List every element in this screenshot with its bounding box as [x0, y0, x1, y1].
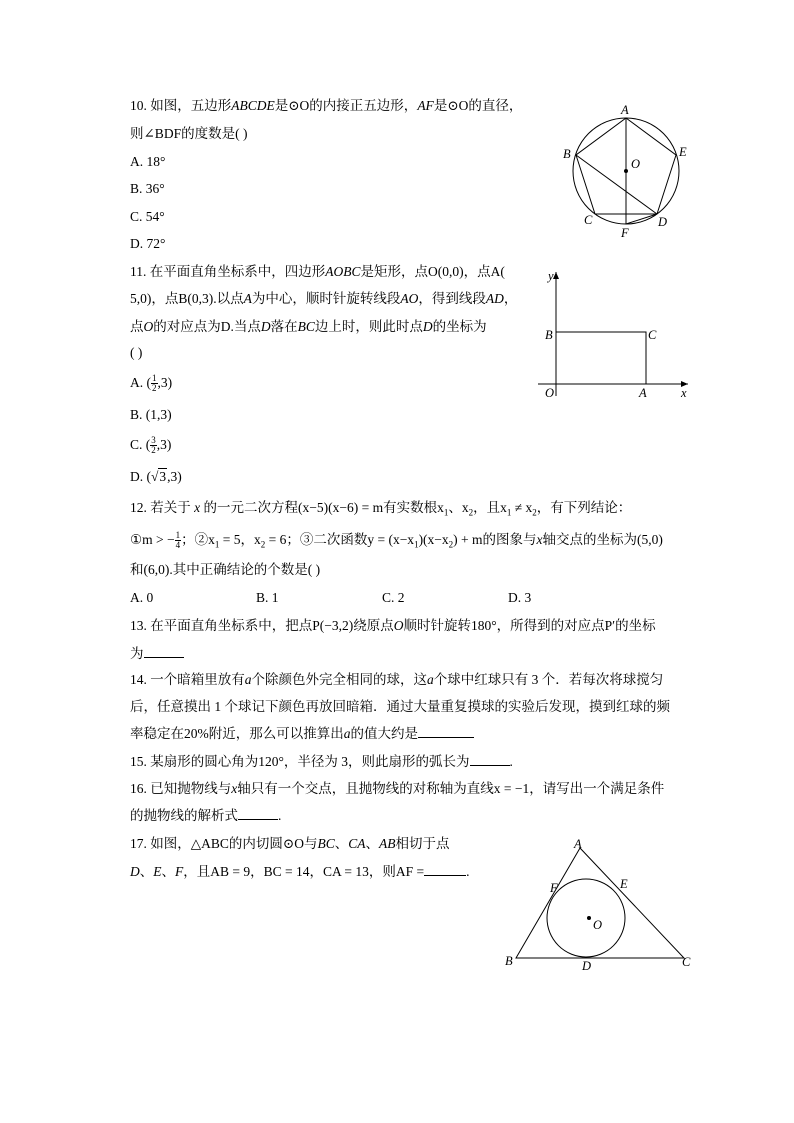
q11-option-a: A. ( $\frac{1}{2}$ ,3)	[130, 373, 173, 394]
q11-label-c: C	[648, 328, 657, 342]
fraction-three-halves: $\frac{3}{2}$	[151, 435, 156, 456]
q17-label-c: C	[682, 955, 691, 969]
q11-option-c: C. ( $\frac{3}{2}$ ,3)	[130, 435, 172, 456]
q11-figure-rectangle	[538, 266, 698, 410]
q11-label-o: O	[545, 386, 555, 400]
q14-number: 14.	[130, 672, 147, 687]
q13-line-1: 13. 在平面直角坐标系中，把点P(−3,2)绕原点O顺时针旋转180°，所得到的对应点P′的坐标	[130, 618, 656, 633]
q10-option-c: C. 54°	[130, 209, 165, 224]
q12-line-1: 12. 若关于 x 的一元二次方程(x−5)(x−6) = m有实数根$x_1$、$x_2$，且$x_1 \ne x_2$，有下列结论：	[130, 500, 632, 518]
q10-label-c: C	[584, 213, 593, 227]
q10-option-b: B. 36°	[130, 181, 165, 196]
q10-option-a: A. 18°	[130, 154, 166, 169]
q17-label-e: E	[620, 877, 628, 891]
q11-label-a: A	[639, 386, 647, 400]
q11-line-4: ( )	[130, 345, 143, 360]
q10-label-a: A	[621, 103, 629, 117]
q17-line-2: D、E、F，且AB = 9，BC = 14，CA = 13，则AF = .	[130, 864, 470, 879]
q11-label-y: y	[548, 269, 554, 283]
q11-label-b: B	[545, 328, 553, 342]
q11-line-2: 5,0)，点B(0,3).以点A为中心，顺时针旋转线段AO，得到线段AD，	[130, 291, 518, 306]
q16-line-2: 的抛物线的解析式 .	[130, 808, 282, 823]
q15-number: 15.	[130, 754, 147, 769]
q11-line-3: 点O的对应点为D.当点D落在BC边上时，则此时点D的坐标为	[130, 319, 487, 334]
q12-option-d: D. 3	[508, 590, 532, 605]
q16-answer-blank	[238, 806, 278, 820]
fraction-one-quarter: $\frac{1}{4}$	[175, 530, 181, 551]
q14-line-3: 率稳定在20%附近，那么可以推算出a的值大约是	[130, 724, 474, 744]
q12-line-2: ①m > − $\frac{1}{4}$ ；$②x_1 = 5$，$x_2 = 6$；③二次函数$y = (x-x_1)(x-x_2) + m$的图象与x轴交点的坐标为(5,0)	[130, 530, 663, 551]
q14-line-2: 后，任意摸出 1 个球记下颜色再放回暗箱．通过大量重复摸球的实验后发现，摸到红球的频	[130, 699, 670, 714]
q17-label-d: D	[582, 959, 592, 973]
q10-line-1: 10. 如图，五边形ABCDE是⊙O的内接正五边形，AF是⊙O的直径，	[130, 98, 523, 113]
q10-label-b: B	[563, 147, 571, 161]
q17-label-f: F	[550, 881, 558, 895]
q11-line-1: 11. 在平面直角坐标系中，四边形AOBC是矩形，点O(0,0)，点A(	[130, 264, 505, 279]
q12-option-b: B. 1	[256, 590, 279, 605]
q10-label-o: O	[631, 157, 641, 171]
q12-number: 12.	[130, 500, 147, 515]
q13-line-2: 为	[130, 644, 184, 664]
q10-label-e: E	[679, 145, 687, 159]
q17-label-o: O	[593, 918, 603, 932]
q17-line-1: 17. 如图，△ABC的内切圆⊙O与BC、CA、AB相切于点	[130, 836, 450, 851]
q17-answer-blank	[424, 862, 466, 876]
q11-option-d: D. (√3,3)	[130, 469, 182, 484]
q13-number: 13.	[130, 618, 147, 633]
q10-number: 10.	[130, 98, 147, 113]
q13-answer-blank	[144, 644, 184, 658]
q14-line-1: 14. 一个暗箱里放有a个除颜色外完全相同的球，这a个球中红球只有 3 个．若每次将球搅匀	[130, 672, 664, 687]
q10-label-f: F	[621, 226, 629, 240]
q11-number: 11.	[130, 264, 147, 279]
q15-line-1: 15. 某扇形的圆心角为120°，半径为 3，则此扇形的弧长为 .	[130, 754, 513, 769]
q14-answer-blank	[418, 724, 474, 738]
q17-label-b: B	[505, 954, 513, 968]
q10-option-d: D. 72°	[130, 236, 166, 251]
q12-line-3: 和(6,0).其中正确结论的个数是( )	[130, 562, 321, 577]
q15-answer-blank	[470, 752, 510, 766]
q10-line-2: 则∠BDF的度数是( )	[130, 126, 248, 141]
q10-figure-pentagon	[555, 98, 695, 247]
q12-option-c: C. 2	[382, 590, 405, 605]
q11-option-b: B. (1,3)	[130, 407, 172, 422]
q10-label-d: D	[658, 215, 668, 229]
q12-option-a: A. 0	[130, 590, 154, 605]
q16-line-1: 16. 已知抛物线与x轴只有一个交点，且抛物线的对称轴为直线x = −1，请写出一个满足条件	[130, 781, 665, 796]
q17-label-a: A	[574, 837, 582, 851]
q17-number: 17.	[130, 836, 147, 851]
q17-figure-incircle	[500, 836, 700, 980]
q16-number: 16.	[130, 781, 147, 796]
fraction-one-half: $\frac{1}{2}$	[152, 373, 157, 394]
q11-label-x: x	[681, 386, 687, 400]
